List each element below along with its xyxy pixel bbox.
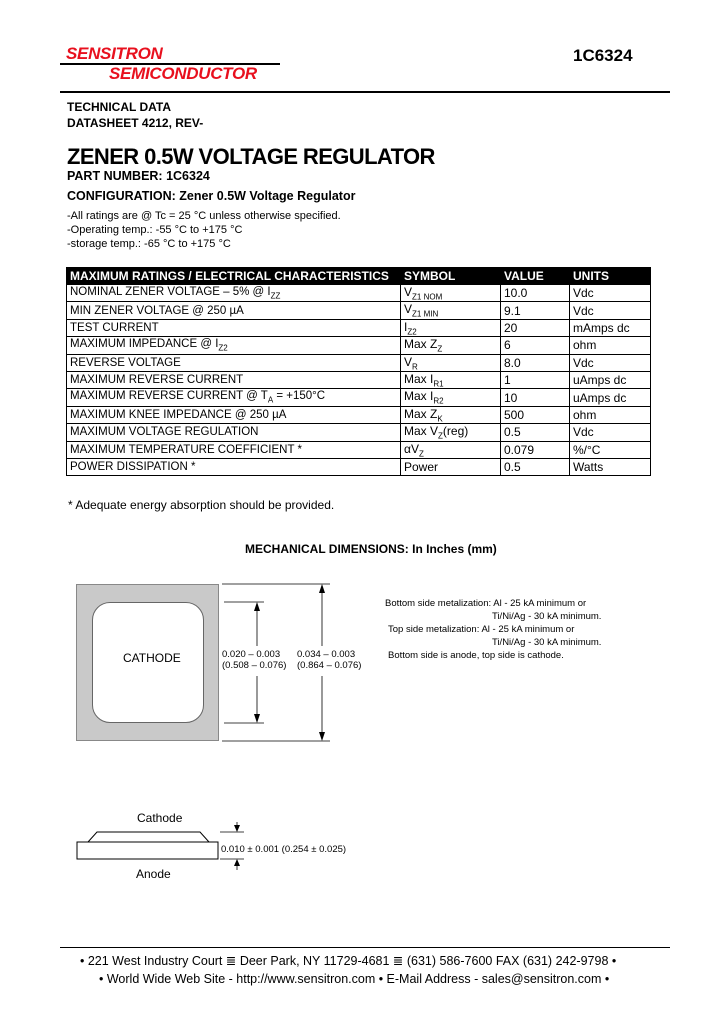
metal-note-line: Ti/Ni/Ag - 30 kA minimum. (492, 637, 602, 648)
column-header-value: VALUE (501, 268, 570, 285)
brand-name-line1: SENSITRON (66, 44, 163, 63)
configuration-line: CONFIGURATION: Zener 0.5W Voltage Regulator (67, 189, 356, 203)
symbol-cell-subscript: Z1 MIN (412, 309, 439, 319)
metalization-notes (385, 597, 601, 662)
units-cell-text: uAmps dc (573, 390, 627, 405)
units-cell-text: ohm (573, 338, 597, 353)
header-part-number: 1C6324 (573, 46, 633, 65)
units-cell-text: Vdc (573, 425, 594, 440)
units-cell-text: mAmps dc (573, 320, 630, 335)
symbol-cell-subscript: R1 (433, 379, 444, 389)
thickness-dimension-text: 0.010 ± 0.001 (0.254 ± 0.025) (221, 844, 347, 855)
parameter-cell-text: MIN ZENER VOLTAGE @ 250 µA (70, 304, 244, 317)
units-cell-text: Vdc (573, 355, 594, 370)
symbol-cell-subscript: Z (418, 448, 424, 458)
outer-dimension-text (297, 649, 361, 671)
parameter-cell-text: MAXIMUM TEMPERATURE COEFFICIENT * (70, 443, 302, 456)
value-cell-text: 1 (504, 373, 511, 388)
units-cell-text: Vdc (573, 286, 594, 301)
parameter-cell-text: MAXIMUM REVERSE CURRENT (70, 374, 244, 387)
parameter-cell-text: MAXIMUM VOLTAGE REGULATION (70, 426, 259, 439)
metal-note-line: Bottom side is anode, top side is cathode. (388, 650, 564, 661)
footer-divider (60, 947, 670, 948)
inner-dimension-text (222, 649, 286, 671)
symbol-cell-subscript: R2 (433, 396, 444, 406)
units-cell-text: Vdc (573, 303, 594, 318)
footer-web-email: • World Wide Web Site - http://www.sensitron.com • E-Mail Address - sales@sensitron.com • (99, 972, 610, 986)
outer-dimension-mm: (0.864 – 0.076) (297, 660, 362, 671)
part-number-line: PART NUMBER: 1C6324 (67, 169, 210, 183)
symbol-cell-text: Max I (404, 389, 434, 404)
value-cell-text: 10 (504, 390, 518, 405)
die-cathode-label: CATHODE (123, 651, 181, 665)
datasheet-number: DATASHEET 4212, REV- (67, 116, 204, 130)
symbol-cell-text: Power (404, 459, 439, 474)
units-cell-text: ohm (573, 407, 597, 422)
symbol-cell-text: V (404, 354, 413, 369)
symbol-cell-subscript: Z (437, 344, 443, 354)
footer-address: • 221 West Industry Court ≣ Deer Park, NY 11729-4681 ≣ (631) 586-7600 FAX (631) 242-9798 • (80, 954, 617, 968)
parameter-cell-text: REVERSE VOLTAGE (70, 356, 181, 369)
parameter-cell-suffix: = +150°C (273, 390, 326, 403)
symbol-cell-subscript: Z (438, 431, 443, 441)
parameter-cell-text: TEST CURRENT (70, 321, 159, 334)
inner-dimension-inches: 0.020 – 0.003 (222, 649, 281, 660)
symbol-cell-text: Max V (404, 424, 439, 439)
symbol-cell-text: V (404, 302, 413, 317)
parameter-cell-text: MAXIMUM REVERSE CURRENT @ T (70, 390, 268, 403)
side-view-anode-label: Anode (136, 867, 171, 881)
symbol-cell-text: V (404, 285, 413, 299)
value-cell-text: 20 (504, 320, 518, 335)
symbol-cell-text: I (404, 319, 408, 334)
units-cell-text: uAmps dc (573, 373, 627, 388)
parameter-cell-text: NOMINAL ZENER VOLTAGE – 5% @ I (70, 286, 271, 299)
symbol-cell-subscript: Z2 (407, 327, 417, 337)
parameter-cell-subscript: A (267, 395, 274, 405)
value-cell-text: 0.5 (504, 425, 521, 440)
page-title: ZENER 0.5W VOLTAGE REGULATOR (67, 144, 435, 169)
parameter-cell-text: MAXIMUM KNEE IMPEDANCE @ 250 µA (70, 408, 287, 421)
value-cell-text: 9.1 (504, 303, 521, 318)
metal-note-line: Top side metalization: Al - 25 kA minimum or (388, 624, 575, 635)
value-cell-text: 0.079 (504, 442, 535, 457)
symbol-cell-text: Max I (404, 371, 434, 386)
symbol-cell-text: Max Z (404, 406, 438, 421)
note-line: -Operating temp.: -55 °C to +175 °C (67, 224, 243, 236)
metal-note-line: Ti/Ni/Ag - 30 kA minimum. (492, 611, 602, 622)
units-cell-text: Watts (573, 459, 604, 474)
symbol-cell-suffix: (reg) (442, 424, 469, 439)
die-side-view (77, 832, 218, 859)
value-cell-text: 500 (504, 407, 525, 422)
outer-dimension-inches: 0.034 – 0.003 (297, 649, 356, 660)
symbol-cell-subscript: K (437, 414, 443, 424)
column-header-characteristic: MAXIMUM RATINGS / ELECTRICAL CHARACTERISTICS (67, 268, 401, 285)
side-view-cathode-label: Cathode (137, 811, 183, 825)
brand-name-line2: SEMICONDUCTOR (109, 64, 257, 83)
symbol-cell-text: Max Z (404, 337, 438, 352)
parameter-cell-subscript: Z2 (218, 343, 228, 353)
parameter-cell-text: POWER DISSIPATION * (70, 460, 196, 473)
symbol-cell-text: αV (404, 441, 419, 456)
mechanical-title: MECHANICAL DIMENSIONS: In Inches (mm) (245, 542, 497, 556)
column-header-symbol: SYMBOL (401, 268, 501, 285)
column-header-units: UNITS (570, 268, 651, 285)
symbol-cell-subscript: Z1 NOM (412, 292, 443, 302)
value-cell-text: 10.0 (504, 286, 528, 301)
inner-dimension-mm: (0.508 – 0.076) (222, 660, 287, 671)
note-line: -All ratings are @ Tc = 25 °C unless otherwise specified. (67, 210, 341, 222)
parameter-cell-text: MAXIMUM IMPEDANCE @ I (70, 338, 219, 351)
value-cell-text: 8.0 (504, 355, 521, 370)
metal-note-line: Bottom side metalization: Al - 25 kA minimum or (385, 598, 587, 609)
symbol-cell-subscript: R (412, 361, 418, 371)
technical-data-label: TECHNICAL DATA (67, 100, 171, 114)
value-cell-text: 6 (504, 338, 511, 353)
parameter-cell-subscript: ZZ (270, 291, 281, 301)
footnote: * Adequate energy absorption should be provided. (68, 498, 335, 512)
value-cell-text: 0.5 (504, 459, 521, 474)
note-line: -storage temp.: -65 °C to +175 °C (67, 238, 231, 250)
units-cell-text: %/°C (573, 442, 601, 457)
